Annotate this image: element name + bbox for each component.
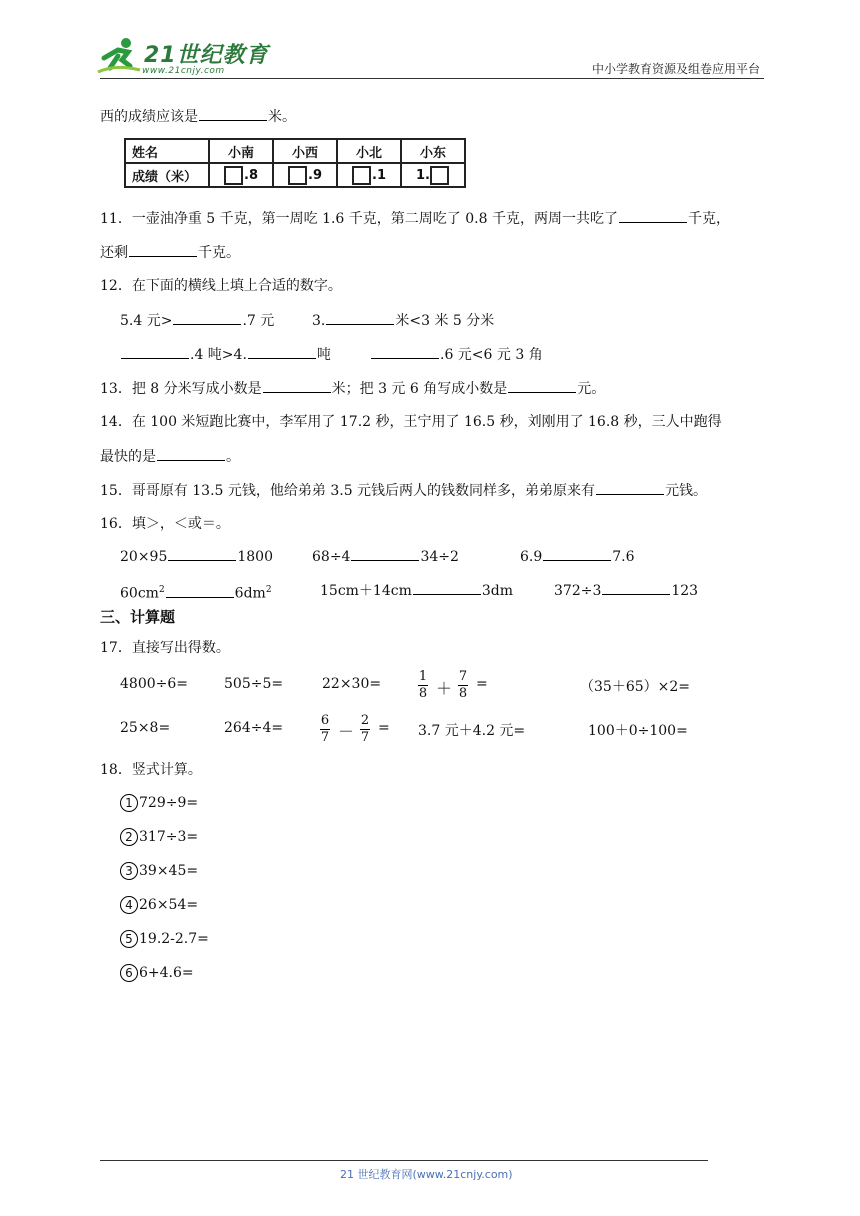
vertical-calc-item: 4 26×54= — [120, 896, 198, 914]
oral-calc-item: 4800÷6= — [120, 676, 188, 692]
q12-row1-b: 3. 米<3 米 5 分米 — [312, 310, 494, 331]
answer-box[interactable] — [352, 166, 371, 185]
score-cell: .8 — [209, 163, 273, 187]
q12-row1-a: 5.4 元> .7 元 — [120, 310, 274, 331]
page-header — [96, 30, 764, 80]
answer-blank[interactable] — [166, 583, 234, 598]
q17-stem: 17．直接写出得数。 — [100, 640, 230, 656]
minus-sign: － — [338, 722, 355, 741]
runner-logo-icon — [96, 36, 142, 76]
q12-row2-a: .4 吨>4. 吨 — [120, 344, 331, 365]
q16-stem: 16．填＞，＜或＝。 — [100, 516, 230, 532]
section-title: 三、计算题 — [100, 608, 176, 626]
answer-blank[interactable] — [596, 480, 664, 495]
q10-tail: 西的成绩应该是 米。 — [100, 106, 296, 127]
table-header-cell: 小西 — [273, 139, 337, 163]
oral-calc-item: （35＋65）×2= — [580, 679, 690, 695]
table-header-cell: 小南 — [209, 139, 273, 163]
answer-blank[interactable] — [199, 106, 267, 121]
logo-text: 21世纪教育 — [144, 43, 269, 68]
vertical-calc-item: 1 729÷9= — [120, 794, 198, 812]
answer-blank[interactable] — [326, 310, 394, 325]
table-header-cell: 小北 — [337, 139, 401, 163]
item-number: 1 — [120, 794, 138, 812]
q16-r2-c: 372÷3 123 — [554, 580, 698, 601]
answer-blank[interactable] — [263, 378, 331, 393]
equals-sign: = — [378, 720, 390, 736]
oral-calc-item: 3.7 元＋4.2 元= — [418, 723, 526, 739]
q14-line1: 14．在 100 米短跑比赛中，李军用了 17.2 秒，王宁用了 16.5 秒，刘刚用了 16.8 秒，三人中跑得 — [100, 414, 722, 430]
score-cell: .1 — [337, 163, 401, 187]
answer-blank[interactable] — [157, 446, 225, 461]
vertical-calc-item: 3 39×45= — [120, 862, 198, 880]
item-number: 6 — [120, 964, 138, 982]
answer-blank[interactable] — [121, 344, 189, 359]
oral-calc-item: 264÷4= — [224, 720, 284, 736]
score-table — [124, 138, 466, 188]
vertical-calc-item: 2 317÷3= — [120, 828, 198, 846]
answer-blank[interactable] — [602, 580, 670, 595]
fraction: 6 7 — [320, 713, 330, 745]
logo-url: www.21cnjy.com — [142, 66, 225, 76]
score-cell: .9 — [273, 163, 337, 187]
table-header-cell: 小东 — [401, 139, 465, 163]
q14-line2: 最快的是 。 — [100, 446, 240, 467]
fraction: 1 8 — [418, 669, 428, 701]
answer-blank[interactable] — [248, 344, 316, 359]
answer-blank[interactable] — [351, 546, 419, 561]
q11-line1: 11．一壶油净重 5 千克，第一周吃 1.6 千克，第二周吃了 0.8 千克，两周一共吃了 千克， — [100, 208, 730, 229]
fraction: 7 8 — [458, 669, 468, 701]
item-number: 5 — [120, 930, 138, 948]
item-number: 4 — [120, 896, 138, 914]
oral-calc-item: 100＋0÷100= — [588, 723, 688, 739]
score-cell: 1. — [401, 163, 465, 187]
q16-r1-a: 20×95 1800 — [120, 546, 273, 567]
header-divider — [100, 78, 764, 79]
answer-blank[interactable] — [168, 546, 236, 561]
answer-blank[interactable] — [508, 378, 576, 393]
q16-r2-a: $60cm^2$ $6dm^2$ — [120, 580, 272, 604]
q13: 13．把 8 分米写成小数是 米；把 3 元 6 角写成小数是 元。 — [100, 378, 605, 399]
item-number: 2 — [120, 828, 138, 846]
q12-stem: 12．在下面的横线上填上合适的数字。 — [100, 278, 342, 294]
platform-title: 中小学教育资源及组卷应用平台 — [591, 62, 760, 76]
table-row — [125, 139, 465, 163]
answer-blank[interactable] — [129, 242, 197, 257]
page-footer: 21 世纪教育网(www.21cnjy.com) — [340, 1168, 513, 1181]
answer-blank[interactable] — [619, 208, 687, 223]
row-label: 成绩（米） — [125, 163, 209, 187]
table-header-cell: 姓名 — [125, 139, 209, 163]
answer-blank[interactable] — [173, 310, 241, 325]
equals-sign: = — [476, 676, 488, 692]
answer-blank[interactable] — [413, 580, 481, 595]
q16-r1-c: 6.9 7.6 — [520, 546, 635, 567]
q18-stem: 18．竖式计算。 — [100, 762, 202, 778]
answer-box[interactable] — [224, 166, 243, 185]
q16-r2-b: 15cm＋14cm 3dm — [320, 580, 513, 601]
answer-box[interactable] — [430, 166, 449, 185]
oral-calc-item: 25×8= — [120, 720, 171, 736]
vertical-calc-item: 5 19.2-2.7= — [120, 930, 209, 948]
plus-sign: ＋ — [436, 679, 453, 698]
vertical-calc-item: 6 6+4.6= — [120, 964, 194, 982]
answer-blank[interactable] — [371, 344, 439, 359]
answer-blank[interactable] — [543, 546, 611, 561]
q16-r1-b: 68÷4 34÷2 — [312, 546, 459, 567]
oral-calc-item: 22×30= — [322, 676, 382, 692]
answer-box[interactable] — [288, 166, 307, 185]
q15: 15．哥哥原有 13.5 元钱，他给弟弟 3.5 元钱后两人的钱数同样多，弟弟原来有 元钱。 — [100, 480, 707, 501]
footer-divider — [100, 1160, 708, 1161]
item-number: 3 — [120, 862, 138, 880]
q12-row2-b: .6 元<6 元 3 角 — [370, 344, 543, 365]
site-logo — [96, 36, 296, 78]
table-row — [125, 163, 465, 187]
oral-calc-item: 505÷5= — [224, 676, 284, 692]
fraction: 2 7 — [360, 713, 370, 745]
q11-line2: 还剩 千克。 — [100, 242, 240, 263]
